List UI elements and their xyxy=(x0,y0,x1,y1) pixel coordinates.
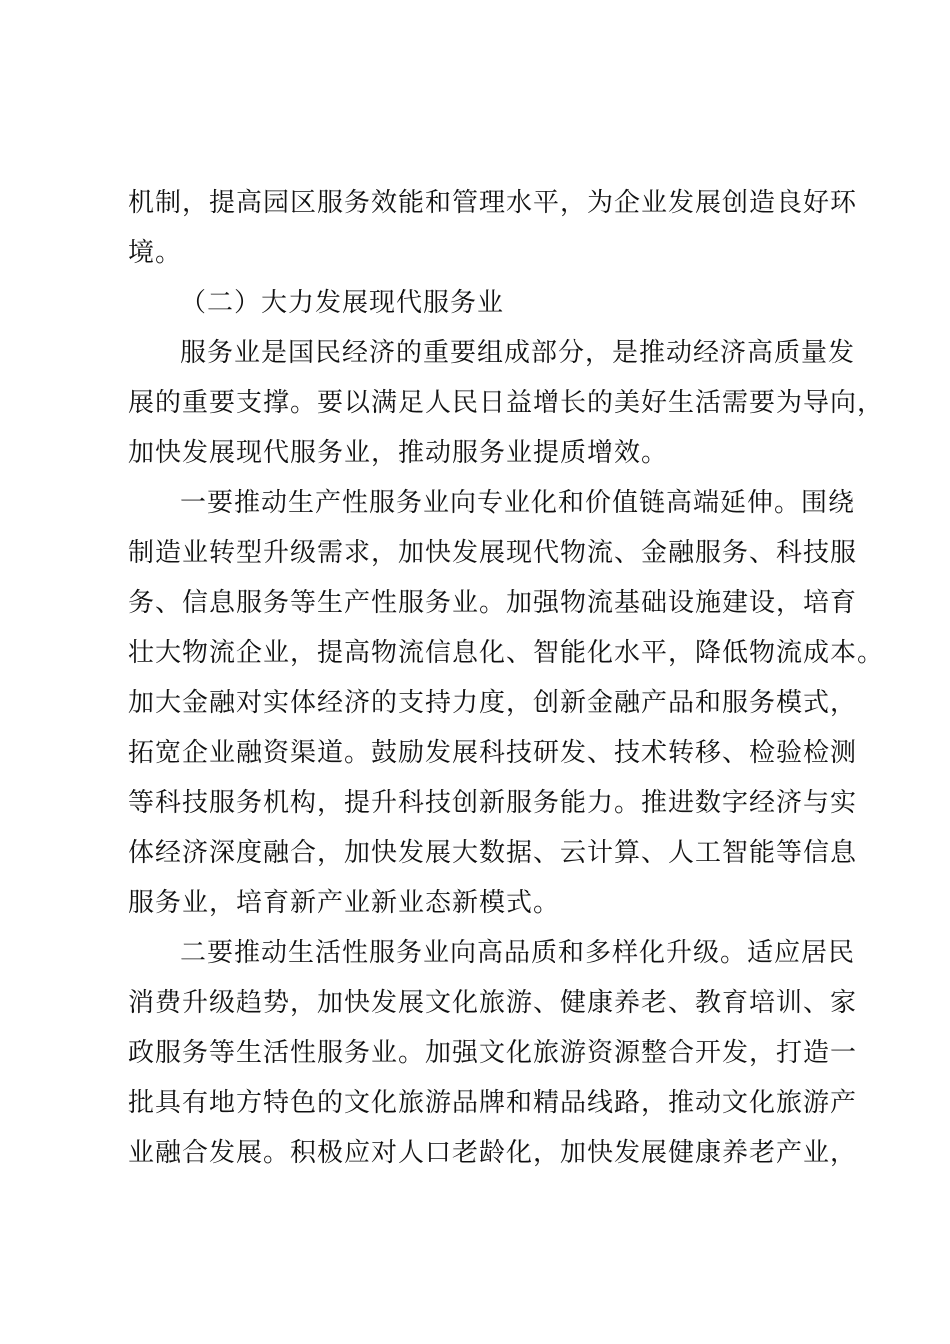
text-line-12: 拓宽企业融资渠道。鼓励发展科技研发、技术转移、检验检测 xyxy=(128,738,858,768)
section-heading: （二）大力发展现代服务业 xyxy=(180,288,505,318)
text-line-16: 二要推动生活性服务业向高品质和多样化升级。适应居民 xyxy=(180,938,856,968)
text-line-1: 机制，提高园区服务效能和管理水平，为企业发展创造良好环 xyxy=(128,188,858,218)
text-line-9: 务、信息服务等生产性服务业。加强物流基础设施建设，培育 xyxy=(128,588,858,618)
text-line-18: 政服务等生活性服务业。加强文化旅游资源整合开发，打造一 xyxy=(128,1038,858,1068)
text-line-2: 境。 xyxy=(128,238,183,268)
text-line-14: 体经济深度融合，加快发展大数据、云计算、人工智能等信息 xyxy=(128,838,858,868)
text-line-7: 一要推动生产性服务业向专业化和价值链高端延伸。围绕 xyxy=(180,488,856,518)
text-line-19: 批具有地方特色的文化旅游品牌和精品线路，推动文化旅游产 xyxy=(128,1088,858,1118)
text-line-10: 壮大物流企业，提高物流信息化、智能化水平，降低物流成本。 xyxy=(128,638,885,668)
text-line-17: 消费升级趋势，加快发展文化旅游、健康养老、教育培训、家 xyxy=(128,988,858,1018)
text-line-6: 加快发展现代服务业，推动服务业提质增效。 xyxy=(128,438,669,468)
text-line-20: 业融合发展。积极应对人口老龄化，加快发展健康养老产业， xyxy=(128,1138,858,1168)
text-line-13: 等科技服务机构，提升科技创新服务能力。推进数字经济与实 xyxy=(128,788,858,818)
text-line-5: 展的重要支撑。要以满足人民日益增长的美好生活需要为导向， xyxy=(128,388,885,418)
text-line-4: 服务业是国民经济的重要组成部分，是推动经济高质量发 xyxy=(180,338,856,368)
text-line-11: 加大金融对实体经济的支持力度，创新金融产品和服务模式， xyxy=(128,688,858,718)
text-line-8: 制造业转型升级需求，加快发展现代物流、金融服务、科技服 xyxy=(128,538,858,568)
text-line-15: 服务业，培育新产业新业态新模式。 xyxy=(128,888,561,918)
